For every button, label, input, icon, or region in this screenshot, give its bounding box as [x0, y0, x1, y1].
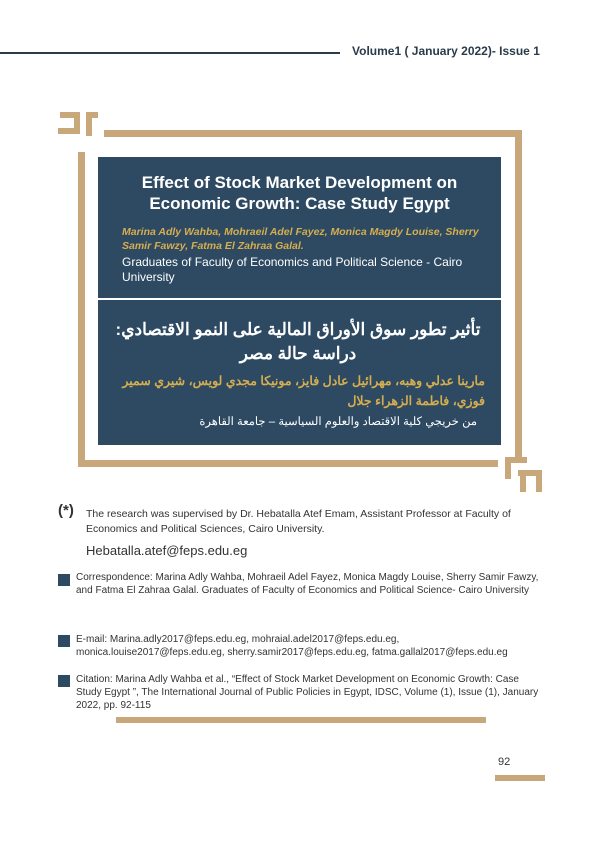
title-separator — [98, 298, 501, 300]
header-rule — [0, 52, 340, 54]
arabic-title: تأثير تطور سوق الأوراق المالية على النمو الاقتصادي: دراسة حالة مصر — [115, 320, 481, 363]
title-panel — [98, 157, 501, 445]
supervisor-email[interactable]: Hebatalla.atef@feps.edu.eg — [86, 543, 248, 558]
supervision-note: The research was supervised by Dr. Hebatalla Atef Emam, Assistant Professor at Faculty of Economics and Political Sciences, Cairo University. — [86, 508, 511, 535]
arabic-affiliation: من خريجي كلية الاقتصاد والعلوم السياسية – جامعة القاهرة — [199, 416, 477, 428]
arabic-authors: مارينا عدلي وهبه، مهرائيل عادل فايز، مونيكا مجدي لويس، شيري سمير فوزي، فاطمة الزهراء جلال — [122, 374, 485, 408]
footer-rule — [116, 717, 486, 723]
issue-header: Volume1 ( January 2022)- Issue 1 — [352, 44, 540, 58]
english-title: Effect of Stock Market Development on Economic Growth: Case Study Egypt — [141, 173, 458, 213]
frame-bottom — [78, 460, 498, 467]
bullet-square — [58, 574, 70, 586]
english-affiliation: Graduates of Faculty of Economics and Political Science - Cairo University — [122, 255, 463, 284]
citation-note: Citation: Marina Adly Wahba et al., “Effect of Stock Market Development on Economic Growth: Case Study Egypt ”, The International Journal of Public Policies in Egypt, IDSC, Volume (1), Issue (1), January 2022, pp. 92-115 — [76, 674, 539, 711]
page-number: 92 — [498, 756, 511, 768]
page-number-rule — [495, 775, 545, 781]
email-list[interactable]: E-mail: Marina.adly2017@feps.edu.eg, mohraial.adel2017@feps.edu.eg, monica.louise2017@feps.edu.eg, sherry.samir2017@feps.edu.eg, fatma.gallal2017@feps.edu.eg — [76, 634, 508, 658]
correspondence-note: Correspondence: Marina Adly Wahba, Mohraeil Adel Fayez, Monica Magdy Louise, Sherry Samir Fawzy, and Fatma El Zahraa Galal. Graduates of Faculty of Economics and Political Science- Cairo University — [76, 572, 539, 596]
bullet-square — [58, 635, 70, 647]
frame-top — [104, 130, 522, 137]
bullet-square — [58, 675, 70, 687]
frame-left — [78, 152, 85, 467]
frame-right — [515, 130, 522, 460]
footnote-marker: (*) — [58, 502, 74, 519]
english-authors: Marina Adly Wahba, Mohraeil Adel Fayez, Monica Magdy Louise, Sherry Samir Fawzy, Fatma El Zahraa Galal. — [122, 226, 479, 252]
